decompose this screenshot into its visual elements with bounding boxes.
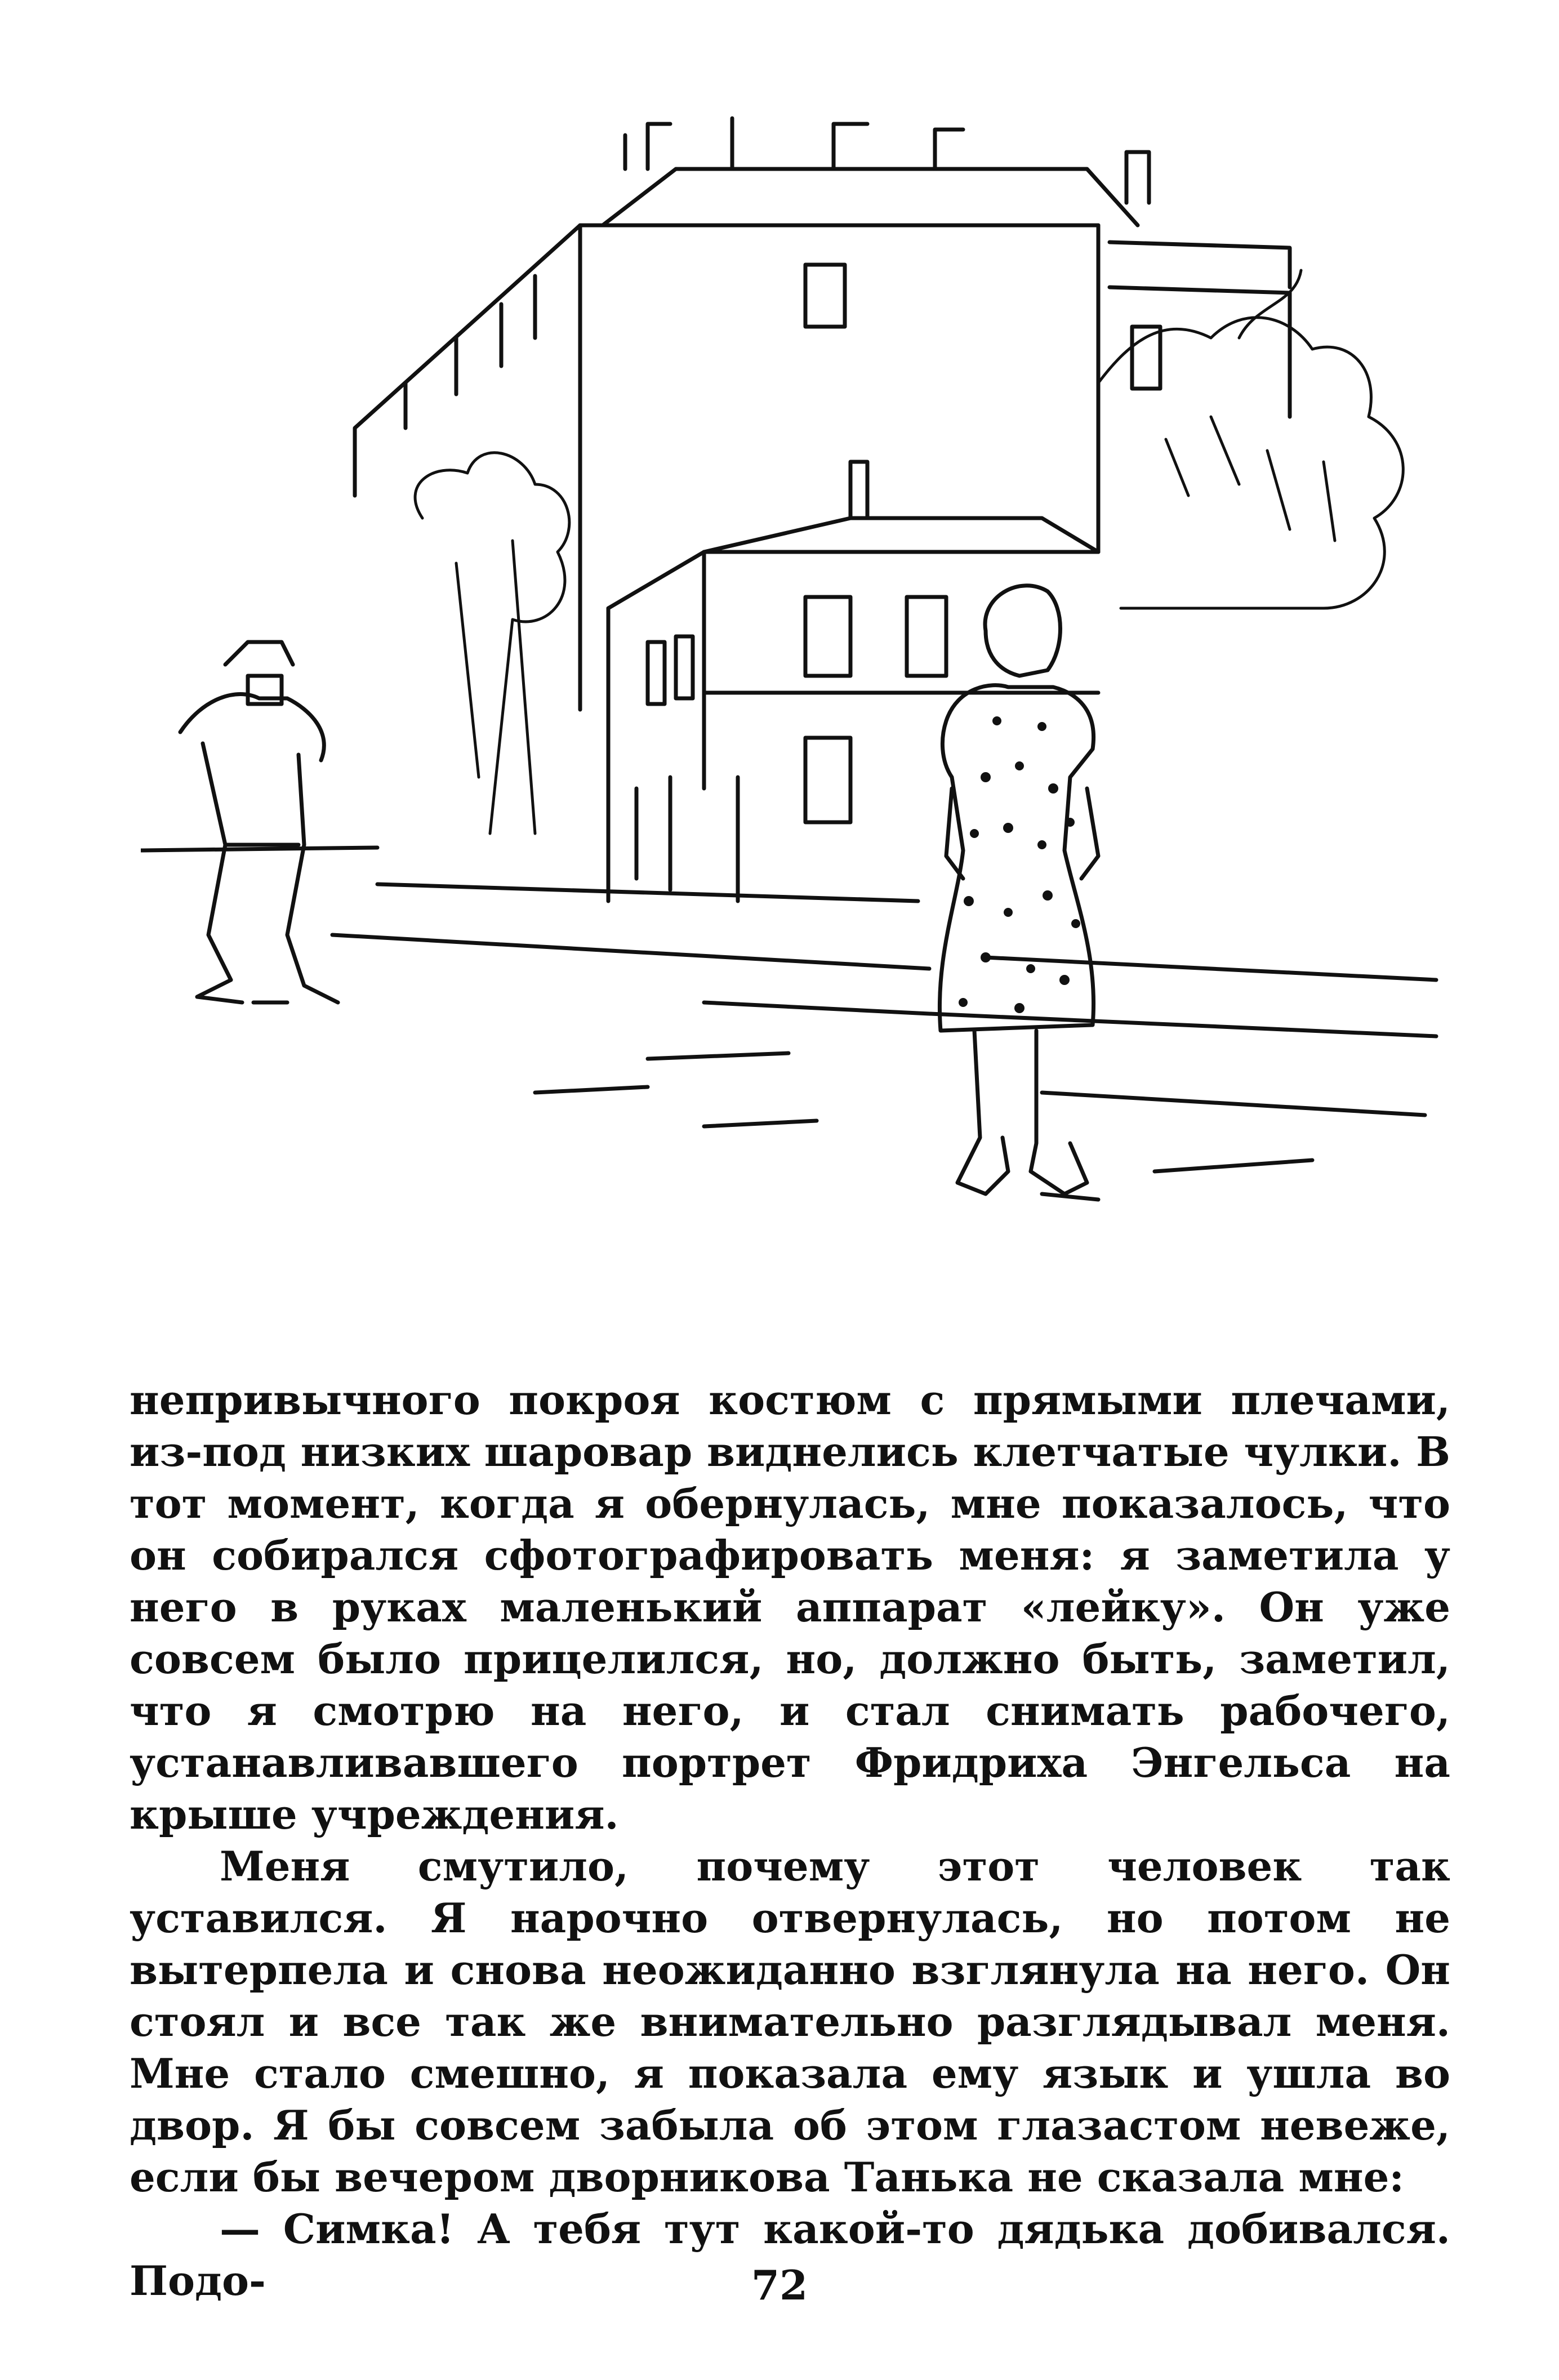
illustration xyxy=(141,101,1453,1323)
girl-figure xyxy=(939,586,1098,1194)
front-building xyxy=(608,462,1098,901)
body-text xyxy=(130,1374,1450,2307)
paragraph: непривычного покроя костюм с прямыми плечами, из-под низких шаровар виднелись клетчатые чулки. В тот момент, когда я обернулась, мне показалось, что он собирался сфотографировать меня: я заметила у него в руках маленький аппарат «лейку». Он уже совсем было прицелился, но, должно быть, заметил, что я смотрю на него, и стал снимать рабочего, устанавливавшего портрет Фридриха Энгельса на крыше учреждения. xyxy=(130,1376,1450,1838)
paragraph: — Симка! А тебя тут какой-то дядька добивался. Подо- xyxy=(130,2205,1450,2305)
photographer-figure xyxy=(180,642,338,1002)
paragraph: Меня смутило, почему этот человек так уставился. Я нарочно отвернулась, но потом не вытерпела и снова неожиданно взглянула на него. Он стоял и все так же внимательно разглядывал меня. Мне стало смешно, я показала ему язык и ушла во двор. Я бы совсем забыла об этом глазастом невеже, если бы вечером дворникова Танька не сказала мне: xyxy=(130,1842,1450,2201)
tall-building xyxy=(355,118,1290,710)
street-ground xyxy=(141,848,1436,1200)
page-number: 72 xyxy=(751,2261,808,2309)
